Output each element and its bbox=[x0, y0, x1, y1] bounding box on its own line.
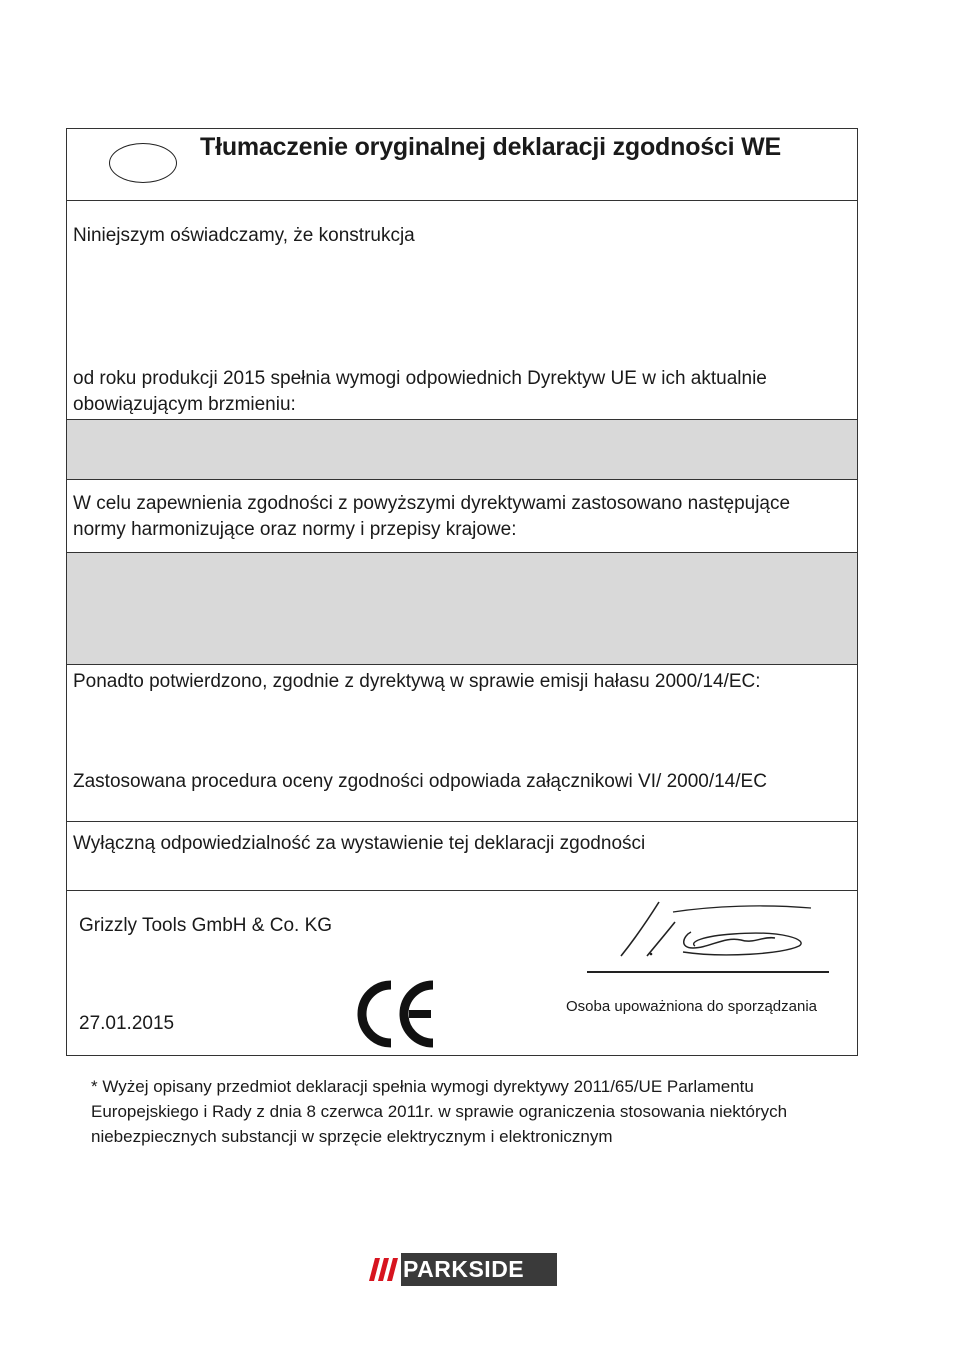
procedure-text: Zastosowana procedura oceny zgodności odpowiada załącznikowi VI/ 2000/14/EC bbox=[73, 771, 767, 792]
footnote-line1: * Wyżej opisany przedmiot deklaracji spełnia wymogi dyrektywy 2011/65/UE Parlamentu bbox=[91, 1077, 754, 1096]
noise-text: Ponadto potwierdzono, zgodnie z dyrektywą w sprawie emisji hałasu 2000/14/EC: bbox=[73, 671, 761, 692]
brand-name: PARKSIDE bbox=[403, 1256, 525, 1282]
signature-icon bbox=[613, 896, 823, 966]
signature-row bbox=[67, 891, 857, 1056]
language-code-oval bbox=[109, 143, 177, 183]
footnote-line3: niebezpiecznych substancji w sprzęcie elektrycznym i elektronicznym bbox=[91, 1127, 613, 1146]
company-name: Grizzly Tools GmbH & Co. KG bbox=[79, 915, 333, 936]
parkside-logo bbox=[363, 1253, 557, 1286]
declaration-frame bbox=[66, 128, 858, 1056]
declaration-date: 27.01.2015 bbox=[79, 1013, 175, 1034]
ce-mark-icon bbox=[353, 979, 439, 1049]
page-title: Tłumaczenie oryginalnej deklaracji zgodności WE bbox=[200, 133, 782, 161]
authorized-person-caption: Osoba upoważniona do sporządzania bbox=[566, 998, 818, 1015]
responsibility-text: Wyłączną odpowiedzialność za wystawienie tej deklaracji zgodności bbox=[73, 833, 646, 854]
responsibility-row bbox=[67, 822, 857, 891]
footnote-line2: Europejskiego i Rady z dnia 8 czerwca 2011r. w sprawie ograniczenia stosowania niektórych bbox=[91, 1102, 788, 1121]
logo-stripes-icon bbox=[363, 1253, 401, 1286]
standards-row bbox=[67, 480, 857, 553]
signature-line bbox=[587, 971, 829, 973]
construction-row bbox=[67, 201, 857, 420]
footnote bbox=[91, 1074, 861, 1149]
standards-text-line1: W celu zapewnienia zgodności z powyższymi dyrektywami zastosowano następujące bbox=[73, 493, 791, 514]
standards-shaded-row bbox=[67, 553, 857, 665]
header-row bbox=[67, 129, 857, 201]
intro-text: Niniejszym oświadczamy, że konstrukcja bbox=[73, 225, 415, 246]
production-text-line1: od roku produkcji 2015 spełnia wymogi odpowiednich Dyrektyw UE w ich aktualnie bbox=[73, 368, 767, 389]
noise-row bbox=[67, 665, 857, 822]
production-text-line2: obowiązującym brzmieniu: bbox=[73, 394, 296, 415]
directives-shaded-row bbox=[67, 420, 857, 480]
standards-text-line2: normy harmonizujące oraz normy i przepisy krajowe: bbox=[73, 519, 517, 540]
